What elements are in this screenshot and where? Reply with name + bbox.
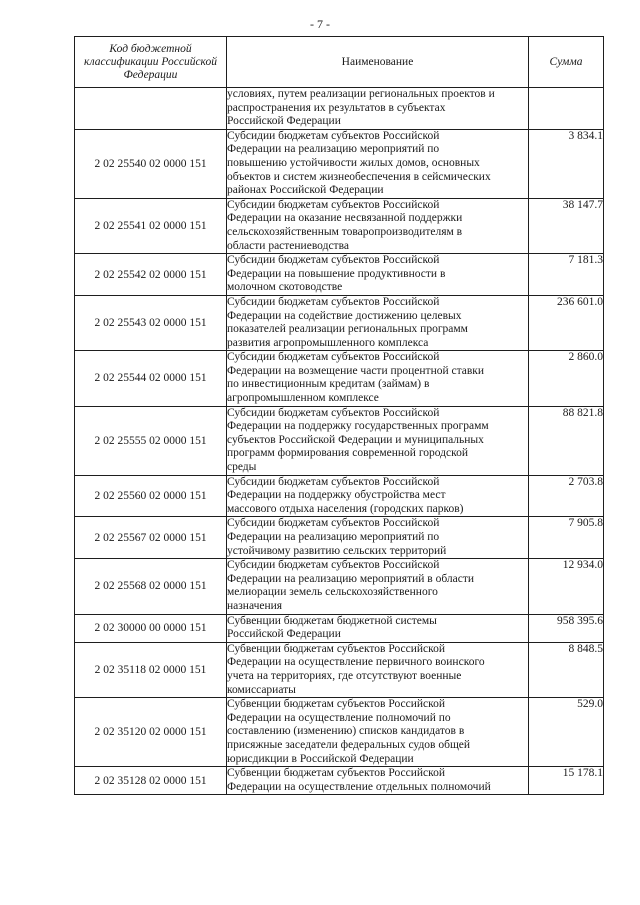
- table-row: [75, 517, 604, 559]
- item-name-line: Федерации на содействие достижению целевых: [227, 309, 462, 322]
- table-row: [75, 559, 604, 614]
- code-header-line: классификации Российской: [84, 55, 217, 68]
- budget-code-cell: 2 02 25542 02 0000 151: [75, 254, 227, 296]
- table-row: [75, 129, 604, 198]
- amount-cell: 2 860.0: [529, 351, 604, 406]
- amount-cell: [529, 88, 604, 130]
- table-row: [75, 198, 604, 253]
- column-header-name: Наименование: [227, 37, 529, 88]
- item-name-line: массового отдыха населения (городских парков): [227, 502, 464, 515]
- item-name-line: Субсидии бюджетам субъектов Российской: [227, 254, 440, 267]
- table-row: [75, 475, 604, 517]
- item-name-line: Субвенции бюджетам субъектов Российской: [227, 642, 446, 655]
- item-name-line: Российской Федерации: [227, 628, 341, 641]
- table-row: [75, 642, 604, 697]
- table-header-row: [75, 37, 604, 88]
- amount-cell: 12 934.0: [529, 559, 604, 614]
- amount-cell: 2 703.8: [529, 475, 604, 517]
- item-name-line: комиссариаты: [227, 683, 296, 696]
- item-name-line: присяжные заседатели федеральных судов общей: [227, 738, 471, 751]
- table-row: [75, 614, 604, 642]
- item-name-cell: [227, 642, 529, 697]
- item-name-line: учета на территориях, где отсутствуют военные: [227, 669, 462, 682]
- item-name-cell: [227, 559, 529, 614]
- item-name-line: Федерации на осуществление первичного воинского: [227, 656, 485, 669]
- item-name-cell: [227, 517, 529, 559]
- budget-code-cell: 2 02 25544 02 0000 151: [75, 351, 227, 406]
- item-name-line: Федерации на реализацию мероприятий по: [227, 143, 440, 156]
- item-name-line: Субвенции бюджетам бюджетной системы: [227, 614, 437, 627]
- amount-cell: 38 147.7: [529, 198, 604, 253]
- code-header-line: Федерации: [123, 68, 178, 81]
- item-name-line: показателей реализации региональных программ: [227, 323, 468, 336]
- item-name-line: области растениеводства: [227, 239, 349, 252]
- table-row: [75, 351, 604, 406]
- item-name-line: Федерации на повышение продуктивности в: [227, 267, 446, 280]
- amount-cell: 7 905.8: [529, 517, 604, 559]
- item-name-line: Федерации на реализацию мероприятий по: [227, 531, 440, 543]
- budget-code-cell: 2 02 25555 02 0000 151: [75, 406, 227, 475]
- item-name-cell: [227, 351, 529, 406]
- table-row: [75, 767, 604, 795]
- item-name-line: условиях, путем реализации региональных проектов и: [227, 88, 495, 100]
- item-name-line: Федерации на поддержку обустройства мест: [227, 489, 446, 502]
- item-name-line: Федерации на возмещение части процентной ставки: [227, 364, 485, 377]
- item-name-line: Федерации на осуществление полномочий по: [227, 711, 451, 724]
- amount-cell: 236 601.0: [529, 295, 604, 350]
- item-name-line: программ формирования современной городской: [227, 447, 469, 460]
- amount-cell: 958 395.6: [529, 614, 604, 642]
- item-name-line: Субвенции бюджетам субъектов Российской: [227, 698, 446, 711]
- item-name-cell: [227, 254, 529, 296]
- item-name-line: Субсидии бюджетам субъектов Российской: [227, 129, 440, 142]
- budget-code-cell: 2 02 25541 02 0000 151: [75, 198, 227, 253]
- item-name-cell: [227, 698, 529, 767]
- budget-code-cell: 2 02 25543 02 0000 151: [75, 295, 227, 350]
- budget-code-cell: 2 02 25560 02 0000 151: [75, 475, 227, 517]
- item-name-cell: [227, 475, 529, 517]
- table-row: [75, 295, 604, 350]
- budget-code-cell: 2 02 35128 02 0000 151: [75, 767, 227, 795]
- item-name-line: Федерации на поддержку государственных программ: [227, 420, 489, 433]
- item-name-cell: [227, 767, 529, 795]
- item-name-line: Федерации на реализацию мероприятий в области: [227, 572, 475, 585]
- amount-cell: 8 848.5: [529, 642, 604, 697]
- item-name-line: сельскохозяйственным товаропроизводителям в: [227, 225, 463, 238]
- item-name-cell: [227, 129, 529, 198]
- budget-code-cell: 2 02 35120 02 0000 151: [75, 698, 227, 767]
- column-header-code: [75, 37, 227, 88]
- item-name-line: Субсидии бюджетам субъектов Российской: [227, 475, 440, 488]
- budget-code-cell: 2 02 25567 02 0000 151: [75, 517, 227, 559]
- table-row: [75, 88, 604, 130]
- item-name-cell: [227, 88, 529, 130]
- item-name-line: Субвенции бюджетам субъектов Российской: [227, 767, 446, 780]
- budget-code-cell: [75, 88, 227, 130]
- item-name-line: Российской Федерации: [227, 115, 341, 128]
- amount-cell: 529.0: [529, 698, 604, 767]
- budget-code-cell: 2 02 35118 02 0000 151: [75, 642, 227, 697]
- amount-cell: 3 834.1: [529, 129, 604, 198]
- item-name-line: Субсидии бюджетам субъектов Российской: [227, 351, 440, 364]
- item-name-line: Субсидии бюджетам субъектов Российской: [227, 559, 440, 572]
- item-name-line: развития агропромышленного комплекса: [227, 336, 429, 349]
- item-name-line: распространения их результатов в субъектах: [227, 101, 446, 114]
- item-name-line: Федерации на осуществление отдельных полномочий: [227, 780, 491, 793]
- budget-code-cell: 2 02 25568 02 0000 151: [75, 559, 227, 614]
- item-name-line: по инвестиционным кредитам (займам) в: [227, 378, 430, 391]
- budget-code-cell: 2 02 25540 02 0000 151: [75, 129, 227, 198]
- item-name-line: объектов и систем жизнеобеспечения в сейсмических: [227, 170, 491, 183]
- page-number: - 7 -: [310, 17, 330, 31]
- item-name-line: Субсидии бюджетам субъектов Российской: [227, 295, 440, 308]
- item-name-line: назначения: [227, 599, 283, 612]
- code-header-line: Код бюджетной: [109, 42, 192, 55]
- item-name-line: молочном скотоводстве: [227, 281, 343, 294]
- item-name-line: Субсидии бюджетам субъектов Российской: [227, 406, 440, 419]
- table-row: [75, 698, 604, 767]
- amount-cell: 88 821.8: [529, 406, 604, 475]
- item-name-line: повышению устойчивости жилых домов, основных: [227, 156, 480, 169]
- table-row: [75, 254, 604, 296]
- amount-cell: 15 178.1: [529, 767, 604, 795]
- item-name-line: мелиорации земель сельскохозяйственного: [227, 586, 438, 599]
- budget-code-cell: 2 02 30000 00 0000 151: [75, 614, 227, 642]
- budget-table: [74, 36, 604, 795]
- column-header-sum: Сумма: [529, 37, 604, 88]
- table-row: [75, 406, 604, 475]
- item-name-line: составлению (изменению) списков кандидатов в: [227, 725, 465, 738]
- item-name-line: районах Российской Федерации: [227, 184, 384, 197]
- item-name-line: Федерации на оказание несвязанной поддержки: [227, 212, 463, 225]
- item-name-line: среды: [227, 461, 257, 474]
- item-name-line: агропромышленном комплексе: [227, 392, 379, 405]
- item-name-cell: [227, 198, 529, 253]
- item-name-line: устойчивому развитию сельских территорий: [227, 544, 447, 557]
- item-name-cell: [227, 295, 529, 350]
- item-name-cell: [227, 406, 529, 475]
- amount-cell: 7 181.3: [529, 254, 604, 296]
- item-name-line: Субсидии бюджетам субъектов Российской: [227, 517, 440, 530]
- item-name-line: юрисдикции в Российской Федерации: [227, 752, 414, 765]
- item-name-line: Субсидии бюджетам субъектов Российской: [227, 198, 440, 211]
- item-name-line: субъектов Российской Федерации и муниципальных: [227, 433, 484, 446]
- item-name-cell: [227, 614, 529, 642]
